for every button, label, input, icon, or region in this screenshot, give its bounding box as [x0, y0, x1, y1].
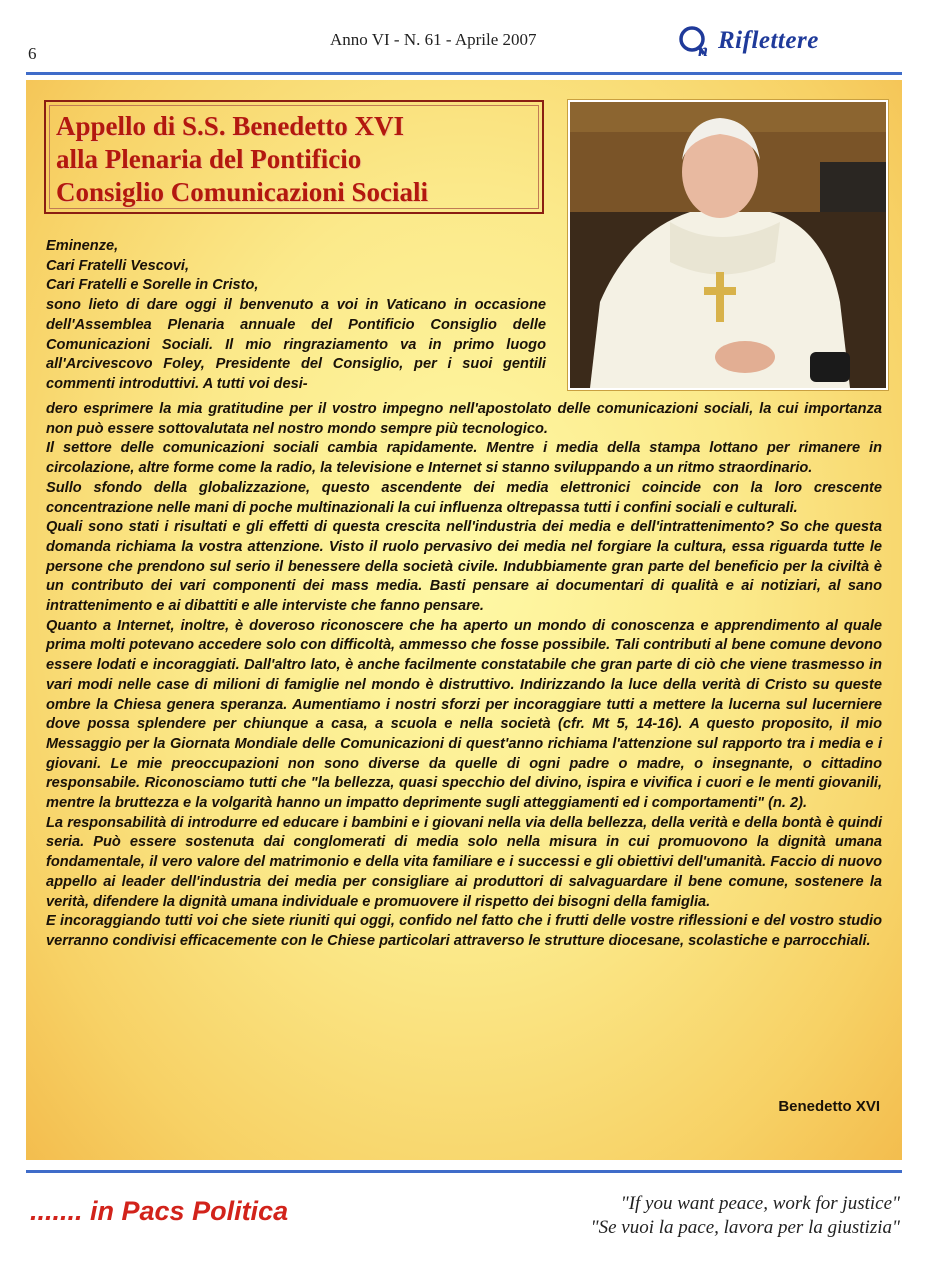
paragraph: La responsabilità di introdurre ed educare i bambini e i giovani nella via della bellezza, della verità e della bontà è quindi seria. Può essere sostenuta dai conglomerati di media solo nella misura in cui promuovono la dignità umana fondamentale, il vero valore del matrimonio e della vita familiare e i successi e gli obiettivi dell'umanità. Faccio di nuovo appello ai leader dell'industria dei media per consigliare ai produttori di salvaguardare il bene comune, sostenere la verità, difendere la dignità umana individuale e promuovere il rispetto dei bisogni della famiglia.	[46, 814, 882, 910]
motto-italian: "Se vuoi la pace, lavora per la giustizia"	[590, 1217, 900, 1238]
pope-portrait-icon	[570, 102, 886, 388]
article-title	[56, 110, 532, 209]
paragraph: sono lieto di dare oggi il benvenuto a voi in Vaticano in occasione dell'Assemblea Plenaria annuale del Pontificio Consiglio delle Comunicazioni Sociali. Il mio ringraziamento va in primo luogo all'Arcivescovo Foley, Presidente del Consiglio, per i suoi gentili commenti introduttivi. A tutti voi desi-	[46, 297, 546, 392]
paragraph: Sullo sfondo della globalizzazione, questo ascendente dei media elettronici coincide con la loro crescente concentrazione nelle mani di poche multinazionali la cui influenza oltrepassa tutti i confini sociali e culturali.	[46, 479, 882, 516]
motto	[530, 1192, 900, 1240]
paragraph: Quanto a Internet, inoltre, è doveroso riconoscere che ha aperto un mondo di conoscenza e apprendimento al quale prima molti potevano accedere solo con difficoltà, ammesso che fosse possibile. Tali contributi al bene comune devono essere lodati e incoraggiati. Dall'altro lato, è anche facilmente constatabile che gran parte di ciò che viene trasmesso in vari modi nelle case di milioni di famiglie nel mondo è distruttivo. Indirizzando la luce della verità di Cristo su queste ombre la Chiesa genera speranza. Aumentiamo i nostri sforzi per incoraggiare tutti a mettere la lucerna sul lucerniere dove possa splendere per chiunque a casa, a scuola e nella società (cfr. Mt 5, 14-16). A questo proposito, il mio Messaggio per la Giornata Mondiale delle Comunicazioni di quest'anno richiama l'attenzione sul rapporto tra i media e i giovani. Le mie preoccupazioni non sono diverse da quelle di ogni padre o madre, o insegnante, o cittadino responsabile. Riconosciamo tutti che "la bellezza, quasi specchio del divino, ispira e vivifica i cuori e le menti giovanili, mentre la bruttezza e la volgarità hanno un impatto deprimente sugli atteggiamenti ed i comportamenti" (n. 2).	[46, 617, 882, 812]
motto-english: "If you want peace, work for justice"	[620, 1193, 900, 1214]
intro-column	[46, 237, 546, 395]
title-line: Consiglio Comunicazioni Sociali	[56, 177, 429, 207]
body-column	[46, 400, 882, 952]
page-number: 6	[28, 44, 37, 63]
paragraph: E incoraggiando tutti voi che siete riuniti qui oggi, confido nel fatto che i frutti delle vostre riflessioni e del vostro studio verranno condivisi efficacemente con le Chiese particolari attraverso le strutture diocesane, scolastiche e parrocchiali.	[46, 913, 882, 949]
issue-info: Anno VI - N. 61 - Aprile 2007	[330, 30, 537, 49]
paragraph: Il settore delle comunicazioni sociali cambia rapidamente. Mentre i media della stampa lottano per rimanere in circolazione, altre forme come la radio, la televisione e Internet si stanno sviluppando a un ritmo straordinario.	[46, 440, 882, 477]
salutation-line: Eminenze,	[46, 238, 119, 254]
title-line: Appello di S.S. Benedetto XVI	[56, 111, 405, 141]
title-box	[44, 100, 544, 214]
svg-text:n: n	[698, 40, 709, 58]
article-panel	[26, 80, 902, 1160]
masthead	[676, 24, 819, 58]
signature: Benedetto XVI	[778, 1098, 880, 1115]
bottom-divider	[26, 1170, 902, 1173]
masthead-title: Riflettere	[718, 27, 819, 54]
masthead-logo-icon	[676, 24, 724, 58]
pope-photo	[568, 100, 888, 390]
paragraph: Quali sono stati i risultati e gli effetti di questa crescita nell'industria dei media e dell'intrattenimento? So che questa domanda richiama la vostra attenzione. Visto il ruolo pervasivo dei media nel forgiare la cultura, essa riguarda tutte le persone che prendono sul serio il benessere della società civile. Indubbiamente gran parte del beneficio per la civiltà è un contributo dei vari componenti dei mass media. Basti pensare ai documentari di qualità e ai notiziari, al sano intrattenimento e ai dibattiti e alle interviste che fanno pensare.	[46, 519, 882, 615]
title-line: alla Plenaria del Pontificio	[56, 144, 362, 174]
paragraph: dero esprimere la mia gratitudine per il vostro impegno nell'apostolato delle comunicazioni sociali, la cui importanza non può essere sottovalutata nel nostro mondo sempre più tecnologico.	[46, 401, 882, 437]
top-divider	[26, 72, 902, 75]
section-footer: ....... in Pacs Politica	[30, 1196, 289, 1226]
salutation-line: Cari Fratelli e Sorelle in Cristo,	[46, 277, 259, 294]
salutation-line: Cari Fratelli Vescovi,	[46, 257, 190, 274]
